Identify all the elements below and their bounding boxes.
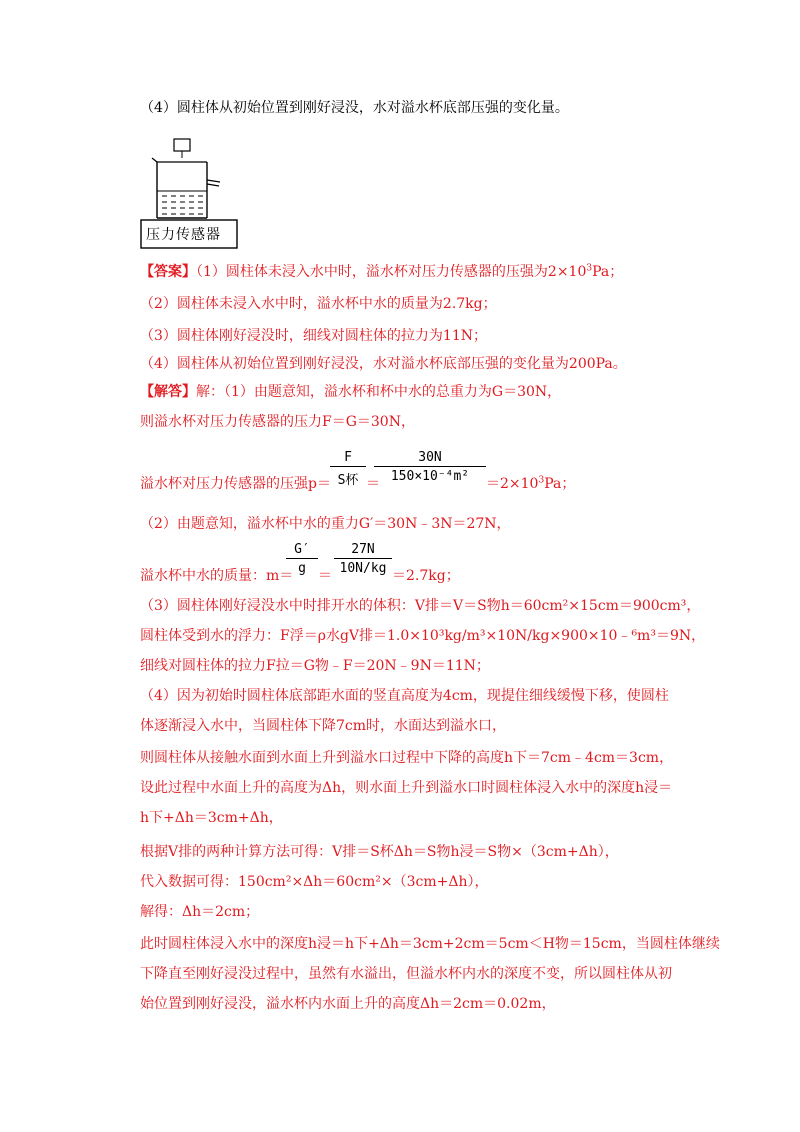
cylinder-block [174, 139, 190, 151]
solution-line-1: 【解答】解：（1）由题意知，溢水杯和杯中水的总重力为G＝30N， [140, 384, 562, 400]
equals-sign-2: ＝ [318, 568, 332, 584]
overflow-cup-diagram [140, 138, 240, 254]
overflow-spout [207, 180, 220, 182]
fraction-30n-over-area: $\frac{30N}{\text{150×10⁻⁴m²}}$ [374, 450, 486, 484]
solution-line-10: 体逐渐浸入水中，当圆柱体下降7cm时，水面达到溢水口， [140, 718, 507, 734]
solution-line-6: （3）圆柱体刚好浸没水中时排开水的体积：V排＝V＝S物h＝60cm²×15cm＝900cm³， [140, 598, 701, 614]
fraction-f-over-s: F S杯 [330, 450, 366, 488]
solution-line-5: 溢水杯中水的质量：m＝ [140, 568, 294, 584]
sensor-label: 压力传感器 [146, 227, 221, 243]
answer-line-4: （4）圆柱体从初始位置到刚好浸没，水对溢水杯底部压强的变化量为200Pa。 [140, 356, 627, 372]
solution-tag: 【解答】 [140, 384, 196, 400]
solution-line-14: 根据V排的两种计算方法可得：V排＝S杯Δh＝S物h浸＝S物×（3cm+Δh）， [140, 844, 619, 860]
solution-line-18: 下降直至刚好浸没过程中，虽然有水溢出，但溢水杯内水的深度不变，所以圆柱体从初 [140, 966, 672, 982]
solution-line-12: 设此过程中水面上升的高度为Δh，则水面上升到溢水口时圆柱体浸入水中的深度h浸＝ [140, 780, 673, 796]
solution-line-8: 细线对圆柱体的拉力F拉＝G物﹣F＝20N﹣9N＝11N； [140, 658, 490, 674]
answer-tag: 【答案】 [140, 264, 196, 280]
answer-line-2: （2）圆柱体未浸入水中时，溢水杯中水的质量为2.7kg； [140, 296, 497, 312]
fraction-27n-over-g: $\frac{27N}{10N/kg}$ [334, 542, 392, 576]
fraction-g-over-g: $\frac{G'}{g}$ [286, 542, 318, 576]
solution-line-4: （2）由题意知，溢水杯中水的重力G′＝30N﹣3N＝27N， [140, 516, 511, 532]
solution-line-15: 代入数据可得：150cm²×Δh＝60cm²×（3cm+Δh）， [140, 874, 489, 890]
solution-line-16: 解得：Δh＝2cm； [140, 904, 260, 920]
solution-line-11: 则圆柱体从接触水面到水面上升到溢水口过程中下降的高度h下＝7cm﹣4cm＝3cm， [140, 750, 674, 766]
solution-line-17: 此时圆柱体浸入水中的深度h浸＝h下+Δh＝3cm+2cm＝5cm＜H物＝15cm，当圆柱体继续 [140, 936, 720, 952]
answer-line-1: 【答案】（1）圆柱体未浸入水中时，溢水杯对压力传感器的压强为$2\times 10^3Pa$； [140, 263, 624, 280]
solution-line-9: （4）因为初始时圆柱体底部距水面的竖直高度为4cm，现提住细线缓慢下移，使圆柱 [140, 688, 669, 704]
pressure-result: $=2\times 10^3Pa$； [486, 475, 576, 492]
water-dashes [162, 196, 203, 214]
solution-line-3: 溢水杯对压力传感器的压强p＝ [140, 476, 331, 492]
solution-line-19: 始位置到刚好浸没，溢水杯内水面上升的高度Δh＝2cm＝0.02m， [140, 996, 556, 1012]
solution-line-7: 圆柱体受到水的浮力：F浮＝ρ水gV排＝1.0×10³kg/m³×10N/kg×900×10﹣⁶m³＝9N， [140, 628, 706, 644]
question-4: （4）圆柱体从初始位置到刚好浸没，水对溢水杯底部压强的变化量。 [140, 100, 569, 116]
mass-result: ＝2.7kg； [392, 568, 460, 584]
equals-sign: ＝ [366, 476, 380, 492]
answer-line-3: （3）圆柱体刚好浸没时，细线对圆柱体的拉力为11N； [140, 328, 487, 344]
solution-line-2: 则溢水杯对压力传感器的压力F＝G＝30N， [140, 414, 415, 430]
solution-line-13: h下+Δh＝3cm+Δh， [140, 810, 283, 826]
